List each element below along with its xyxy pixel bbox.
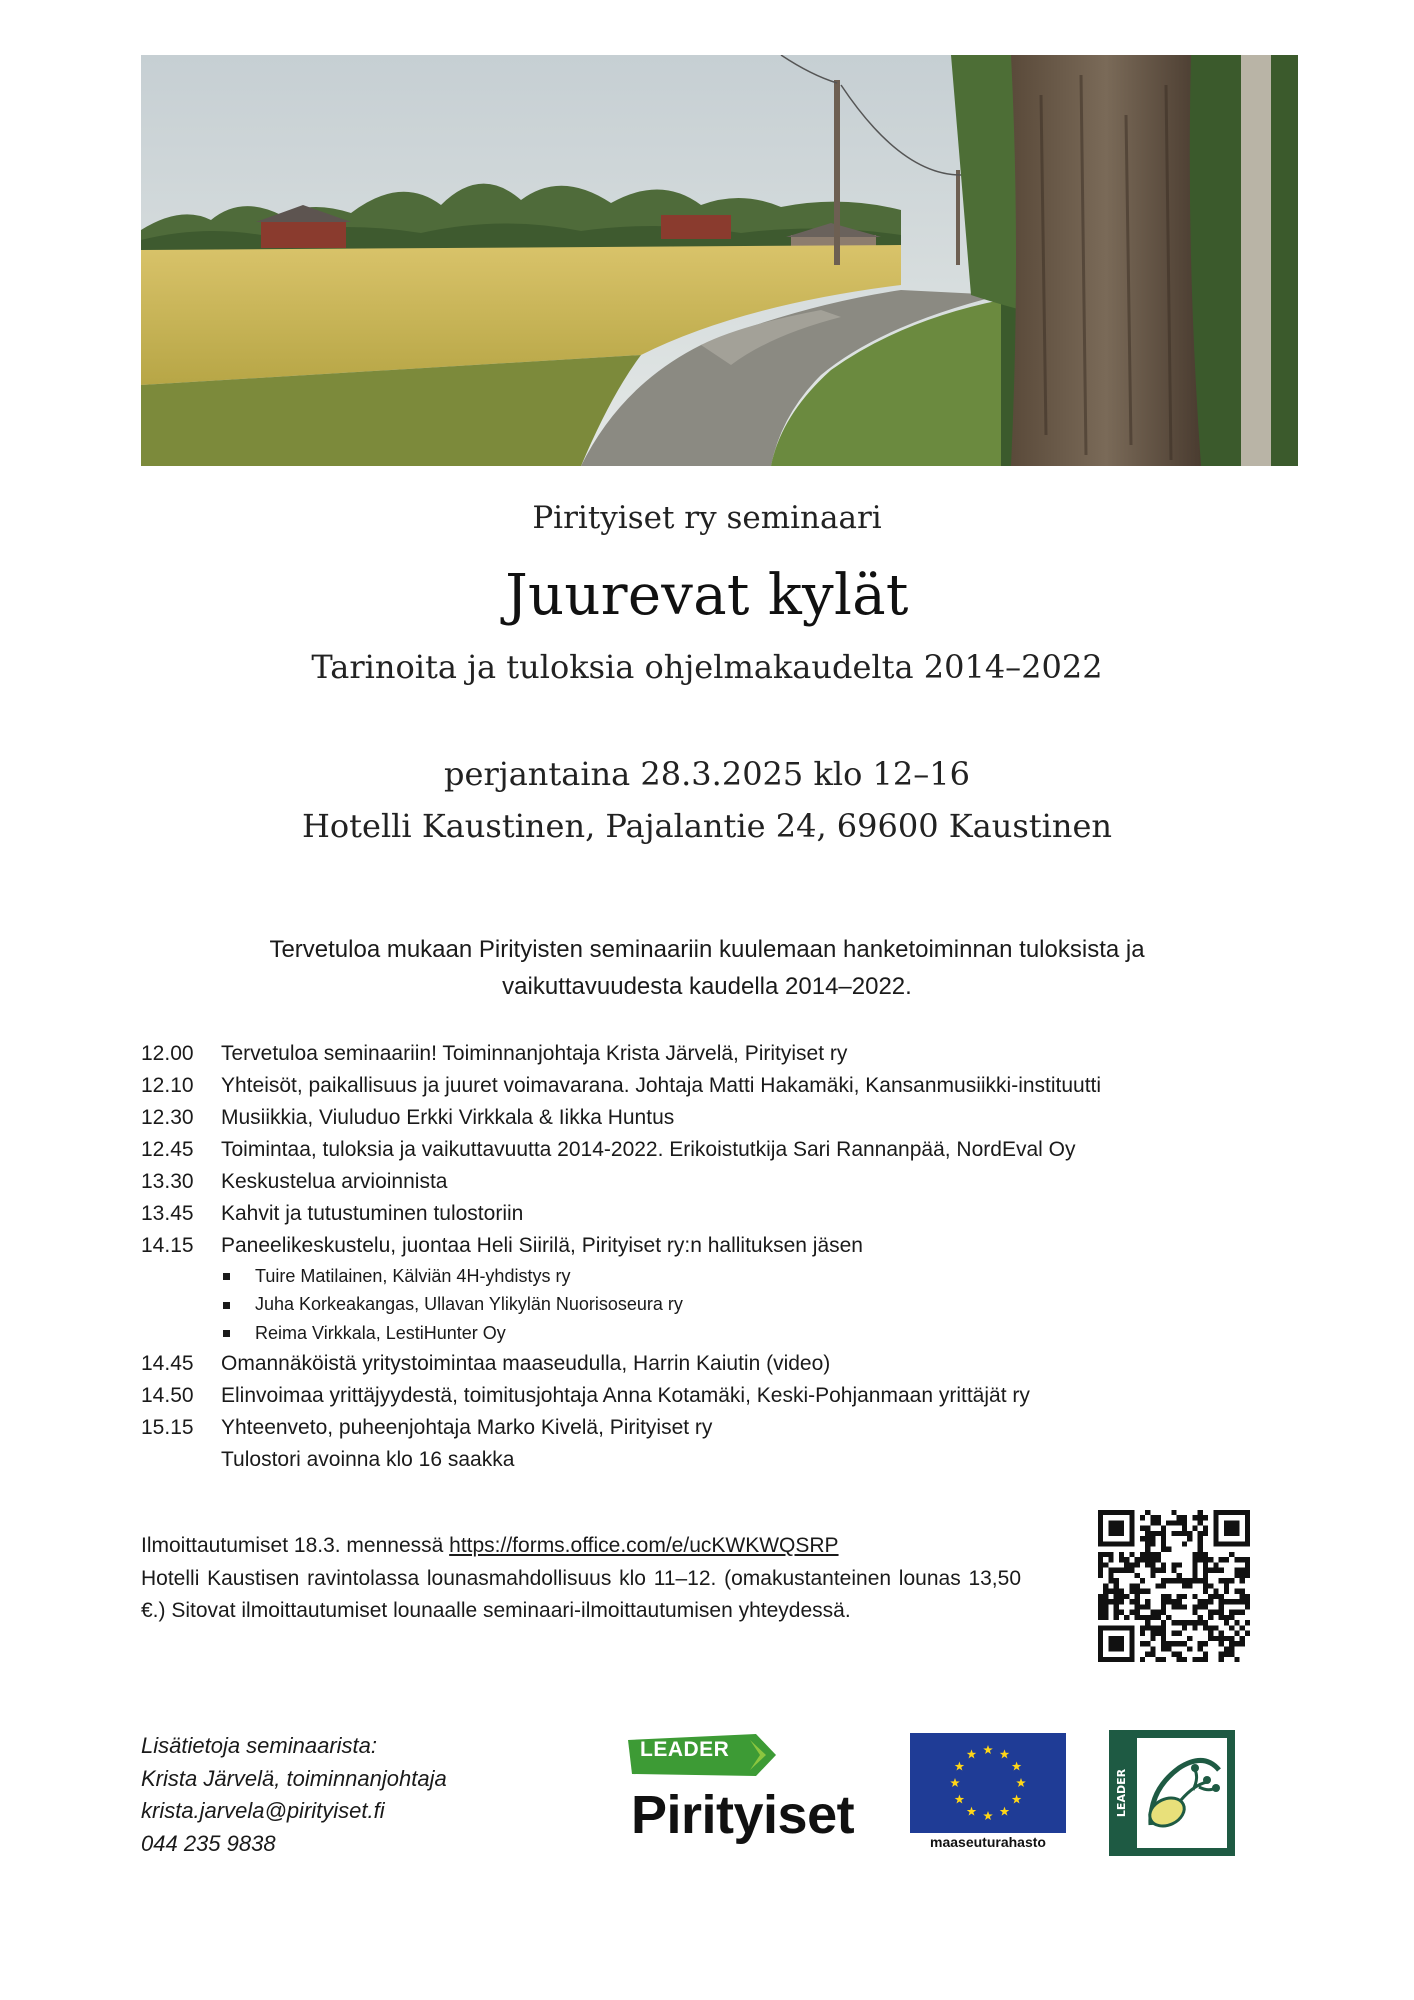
agenda-item	[141, 1102, 1271, 1134]
qr-code-icon[interactable]	[1098, 1510, 1250, 1662]
agenda-item	[141, 1198, 1271, 1230]
countryside-road-photo	[141, 55, 1298, 466]
agenda-text: Kahvit ja tutustuminen tulostoriin	[221, 1202, 524, 1225]
agenda-time: 12.00	[141, 1042, 194, 1065]
event-venue: Hotelli Kaustinen, Pajalantie 24, 69600 Kaustinen	[301, 807, 1113, 845]
agenda-item	[141, 1166, 1271, 1198]
panelist-name: Tuire Matilainen, Kälviän 4H-yhdistys ry	[255, 1265, 571, 1286]
agenda-time: 15.15	[141, 1415, 194, 1439]
bullet-icon	[223, 1302, 230, 1309]
agenda-closing: Tulostori avoinna klo 16 saakka	[221, 1447, 515, 1471]
registration-info	[141, 1530, 1021, 1628]
lunch-details: Hotelli Kaustisen ravintolassa lounasmahdollisuus klo 11–12. (omakustanteinen lounas 13,50 €.) Sitovat ilmoittautumiset lounaalle seminaari-ilmoittautumisen yhteydessä.	[141, 1566, 1021, 1622]
intro-line-2: vaikuttavuudesta kaudella 2014–2022.	[502, 973, 912, 1000]
agenda-text: Tervetuloa seminaariin! Toiminnanjohtaja Krista Järvelä, Pirityiset ry	[221, 1042, 848, 1065]
agenda-time: 12.30	[141, 1106, 194, 1129]
agenda-text: Yhteenveto, puheenjohtaja Marko Kivelä, Pirityiset ry	[221, 1415, 713, 1439]
subtitle: Tarinoita ja tuloksia ohjelmakaudelta 2014–2022	[311, 648, 1103, 686]
agenda-text: Paneelikeskustelu, juontaa Heli Siirilä, Pirityiset ry:n hallituksen jäsen	[221, 1234, 863, 1257]
eu-maaseuturahasto-logo	[910, 1733, 1066, 1853]
agenda-time: 13.30	[141, 1170, 194, 1193]
page-title: Juurevat kylät	[505, 563, 909, 628]
panelist-name: Juha Korkeakangas, Ullavan Ylikylän Nuorisoseura ry	[255, 1294, 683, 1315]
agenda-time: 14.15	[141, 1234, 194, 1257]
registration-deadline	[141, 1530, 1021, 1563]
agenda-item	[141, 1412, 1271, 1444]
bullet-icon	[223, 1330, 230, 1337]
agenda-text: Omannäköistä yritystoimintaa maaseudulla, Harrin Kaiutin (video)	[221, 1351, 831, 1375]
panelist-item	[141, 1291, 1271, 1320]
agenda-time: 12.10	[141, 1074, 194, 1097]
brand-name: Pirityiset	[631, 1785, 855, 1845]
agenda-text: Keskustelua arvioinnista	[221, 1170, 448, 1193]
leader-eu-emblem-icon	[1109, 1730, 1235, 1856]
intro-line-1: Tervetuloa mukaan Pirityisten seminaariin kuulemaan hanketoiminnan tuloksista ja	[269, 936, 1145, 963]
agenda-time: 13.45	[141, 1202, 194, 1225]
agenda-item	[141, 1380, 1271, 1412]
panelist-item	[141, 1319, 1271, 1348]
eu-flag-icon	[910, 1733, 1066, 1833]
agenda-text: Musiikkia, Viuluduo Erkki Virkkala & Iikka Huntus	[221, 1106, 675, 1129]
contact-phone: 044 235 9838	[141, 1830, 276, 1856]
agenda-item	[141, 1038, 1271, 1070]
intro-text	[190, 931, 1224, 1005]
agenda-time: 14.50	[141, 1383, 194, 1407]
bullet-icon	[223, 1273, 230, 1280]
contact-heading: Lisätietoja seminaarista:	[141, 1733, 378, 1758]
contact-person: Krista Järvelä, toiminnanjohtaja	[141, 1765, 447, 1791]
contact-info	[141, 1730, 447, 1860]
leader-vertical-text: LEADER	[1115, 1768, 1128, 1818]
agenda-item	[141, 1348, 1271, 1380]
agenda-time: 12.45	[141, 1138, 194, 1161]
agenda-item	[141, 1230, 1271, 1262]
agenda-text: Elinvoimaa yrittäjyydestä, toimitusjohtaja Anna Kotamäki, Keski-Pohjanmaan yrittäjät ry	[221, 1383, 1030, 1407]
eu-caption: maaseuturahasto	[930, 1834, 1046, 1850]
agenda-text: Yhteisöt, paikallisuus ja juuret voimavarana. Johtaja Matti Hakamäki, Kansanmusiikki-instituutti	[221, 1074, 1102, 1097]
registration-link[interactable]: https://forms.office.com/e/ucKWKWQSRP	[449, 1534, 839, 1557]
agenda-item	[141, 1070, 1271, 1102]
event-date: perjantaina 28.3.2025 klo 12–16	[444, 755, 970, 793]
panelist-item	[141, 1262, 1271, 1291]
agenda-text: Toimintaa, tuloksia ja vaikuttavuutta 2014-2022. Erikoistutkija Sari Rannanpää, NordEval Oy	[221, 1138, 1076, 1161]
agenda-item	[141, 1134, 1271, 1166]
contact-email[interactable]: krista.jarvela@pirityiset.fi	[141, 1798, 385, 1823]
organizer-line: Pirityiset ry seminaari	[532, 500, 882, 536]
pirityiset-leader-logo	[628, 1728, 884, 1858]
agenda	[141, 1038, 1271, 1476]
registration-prefix: Ilmoittautumiset 18.3. mennessä	[141, 1534, 450, 1557]
panelist-name: Reima Virkkala, LestiHunter Oy	[255, 1322, 506, 1343]
leader-badge-text: LEADER	[640, 1738, 730, 1761]
agenda-time: 14.45	[141, 1351, 194, 1375]
